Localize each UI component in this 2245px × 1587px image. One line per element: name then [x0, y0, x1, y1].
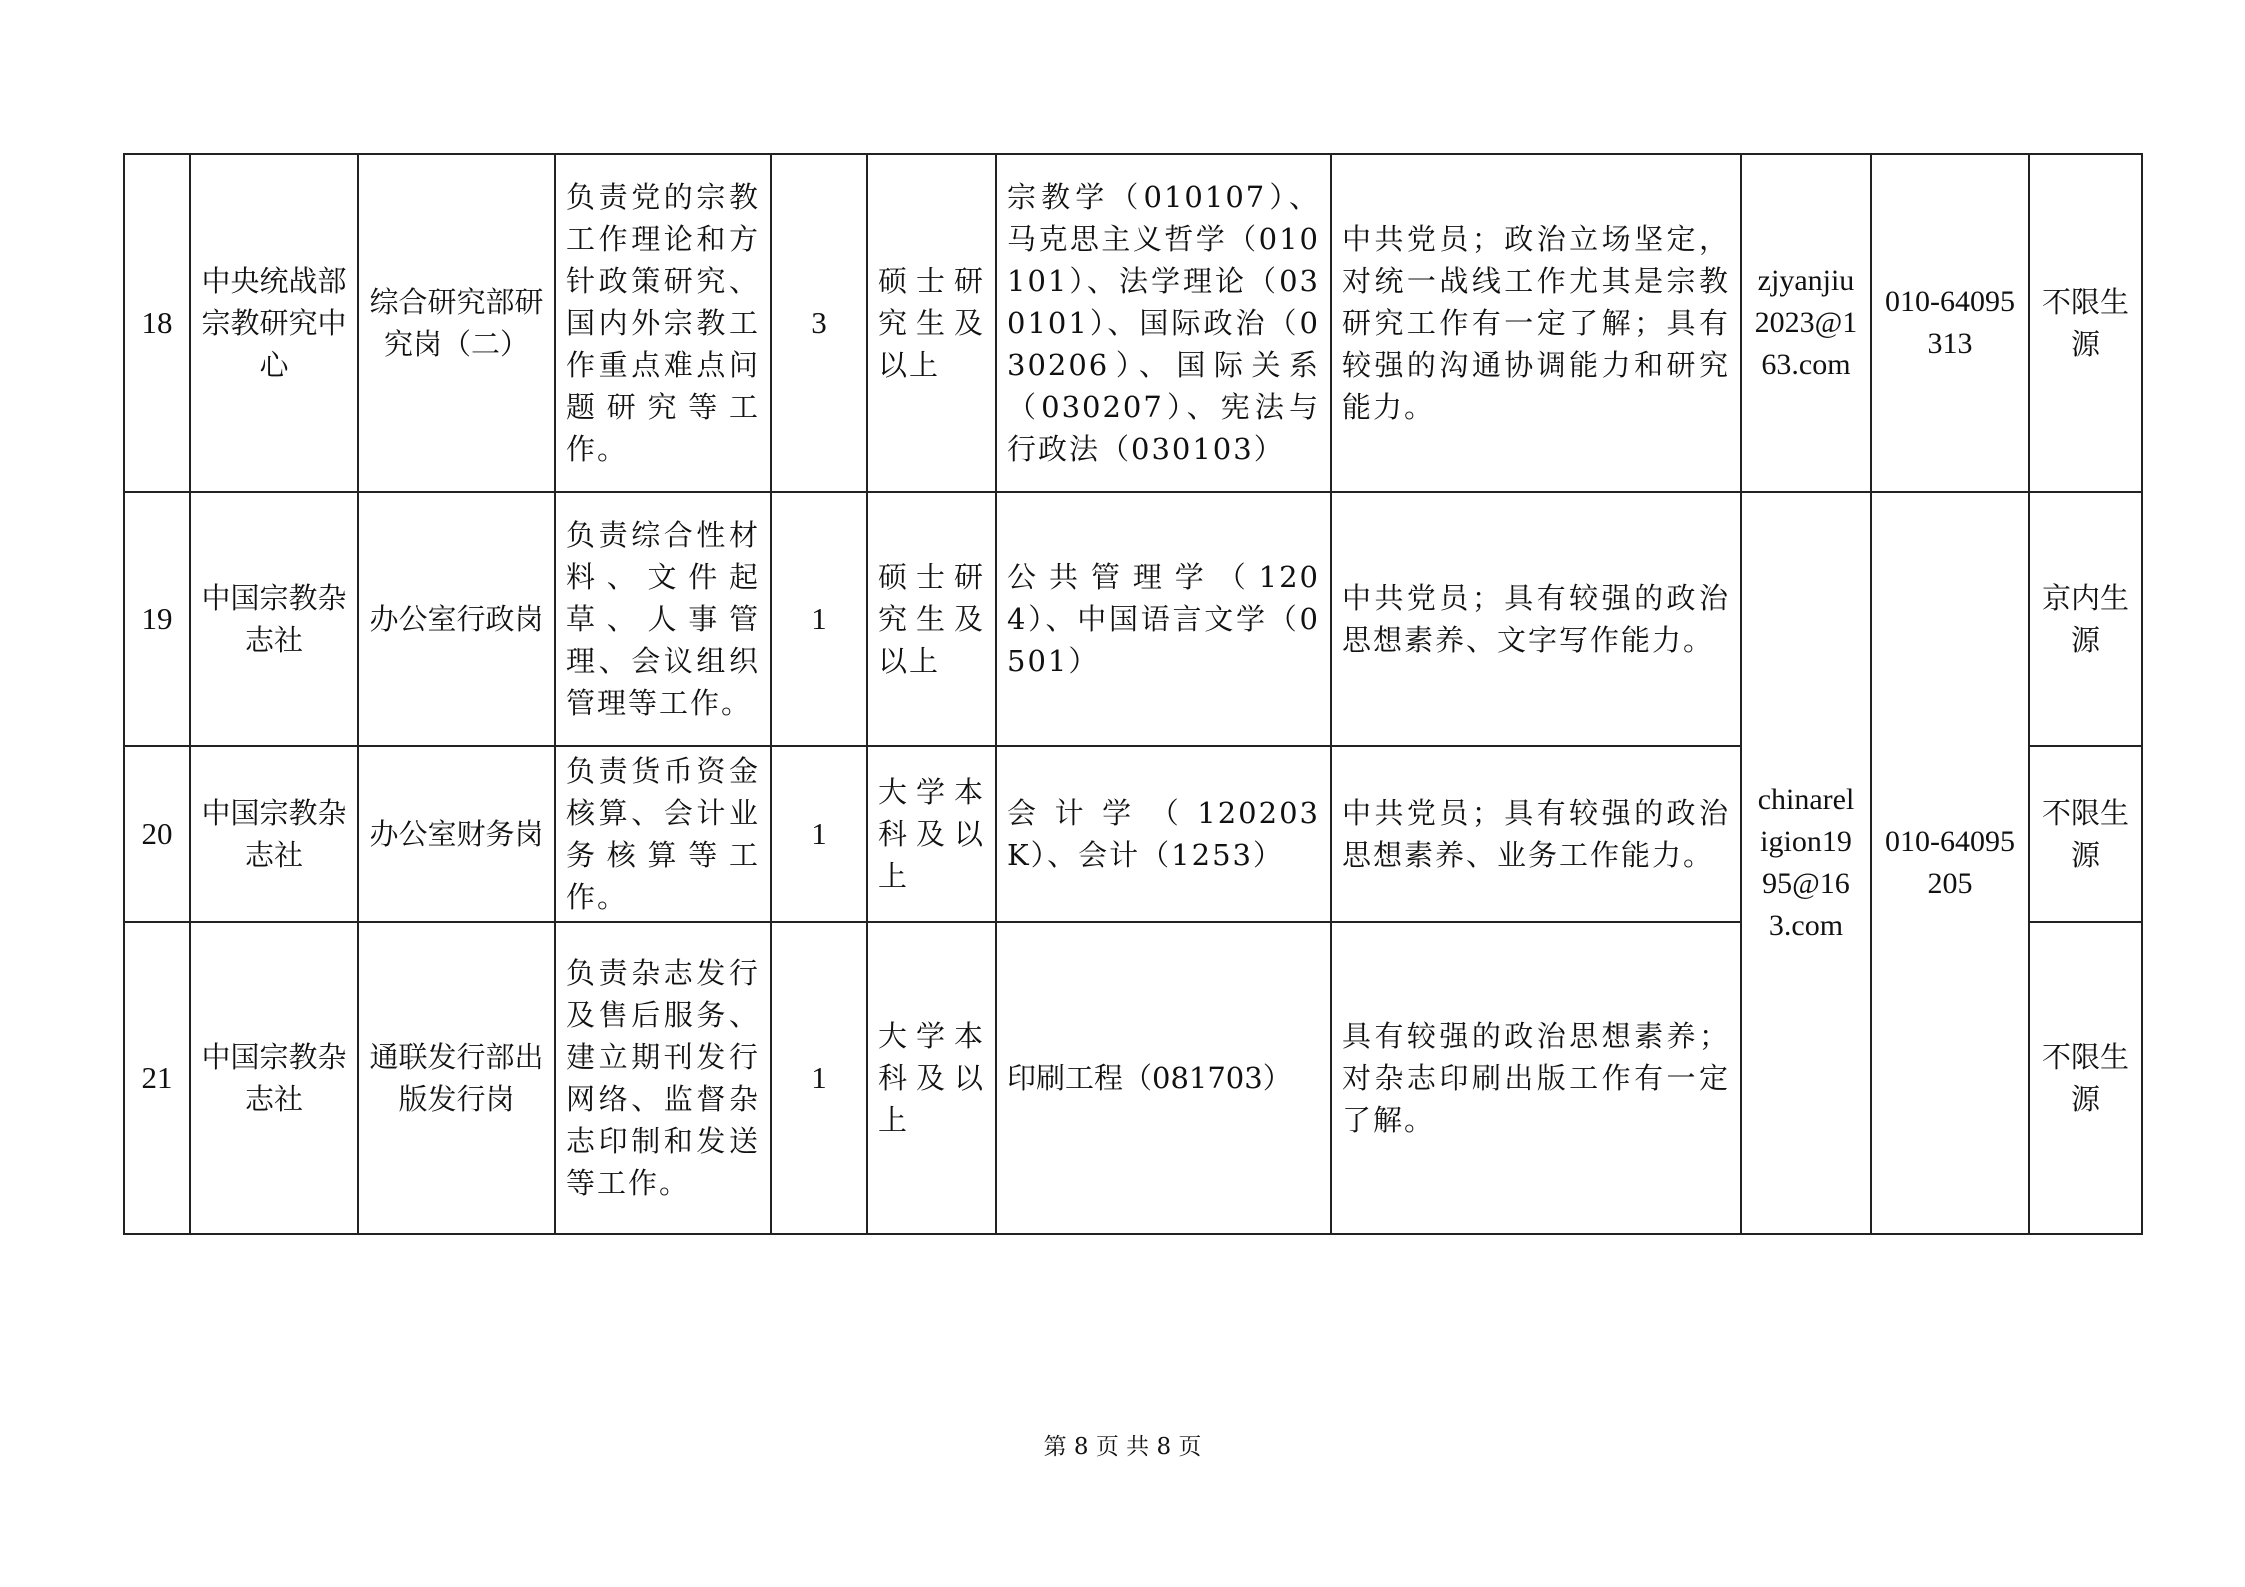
major-cell: 印刷工程（081703） — [996, 922, 1331, 1234]
count-cell: 1 — [771, 746, 867, 922]
unit-cell: 中国宗教杂志社 — [190, 492, 358, 746]
duties-cell: 负责杂志发行及售后服务、建立期刊发行网络、监督杂志印制和发送等工作。 — [555, 922, 771, 1234]
recruitment-table — [123, 153, 2143, 1235]
email-cell: zjyanjiu2023@163.com — [1741, 154, 1871, 492]
duties-cell: 负责货币资金核算、会计业务核算等工作。 — [555, 746, 771, 922]
education-cell: 硕士研究生及以上 — [867, 154, 996, 492]
requirements-cell: 中共党员；具有较强的政治思想素养、文字写作能力。 — [1331, 492, 1741, 746]
requirements-cell: 具有较强的政治思想素养；对杂志印刷出版工作有一定了解。 — [1331, 922, 1741, 1234]
duties-cell: 负责综合性材料、文件起草、人事管理、会议组织管理等工作。 — [555, 492, 771, 746]
requirements-cell: 中共党员；政治立场坚定，对统一战线工作尤其是宗教研究工作有一定了解；具有较强的沟通协调能力和研究能力。 — [1331, 154, 1741, 492]
major-cell: 宗教学（010107）、马克思主义哲学（010101）、法学理论（030101）、国际政治（030206）、国际关系（030207）、宪法与行政法（030103） — [996, 154, 1331, 492]
major-cell: 公共管理学（1204）、中国语言文学（0501） — [996, 492, 1331, 746]
source-cell: 不限生源 — [2029, 746, 2142, 922]
education-cell: 硕士研究生及以上 — [867, 492, 996, 746]
source-cell: 不限生源 — [2029, 922, 2142, 1234]
row-number: 20 — [124, 746, 190, 922]
page-footer: 第 8 页 共 8 页 — [1043, 1434, 1202, 1460]
position-cell: 通联发行部出版发行岗 — [358, 922, 555, 1234]
count-cell: 1 — [771, 492, 867, 746]
row-number: 18 — [124, 154, 190, 492]
source-cell: 不限生源 — [2029, 154, 2142, 492]
phone-cell: 010-64095313 — [1871, 154, 2029, 492]
position-cell: 办公室财务岗 — [358, 746, 555, 922]
count-cell: 3 — [771, 154, 867, 492]
major-cell: 会计学（120203K）、会计（1253） — [996, 746, 1331, 922]
table-row — [124, 154, 2142, 492]
table-row — [124, 492, 2142, 746]
unit-cell: 中国宗教杂志社 — [190, 746, 358, 922]
source-cell: 京内生源 — [2029, 492, 2142, 746]
position-cell: 办公室行政岗 — [358, 492, 555, 746]
education-cell: 大学本科及以上 — [867, 922, 996, 1234]
email-cell: chinareligion1995@163.com — [1741, 492, 1871, 1234]
unit-cell: 中国宗教杂志社 — [190, 922, 358, 1234]
row-number: 19 — [124, 492, 190, 746]
education-cell: 大学本科及以上 — [867, 746, 996, 922]
phone-cell: 010-64095205 — [1871, 492, 2029, 1234]
requirements-cell: 中共党员；具有较强的政治思想素养、业务工作能力。 — [1331, 746, 1741, 922]
count-cell: 1 — [771, 922, 867, 1234]
unit-cell: 中央统战部宗教研究中心 — [190, 154, 358, 492]
duties-cell: 负责党的宗教工作理论和方针政策研究、国内外宗教工作重点难点问题研究等工作。 — [555, 154, 771, 492]
position-cell: 综合研究部研究岗（二） — [358, 154, 555, 492]
row-number: 21 — [124, 922, 190, 1234]
